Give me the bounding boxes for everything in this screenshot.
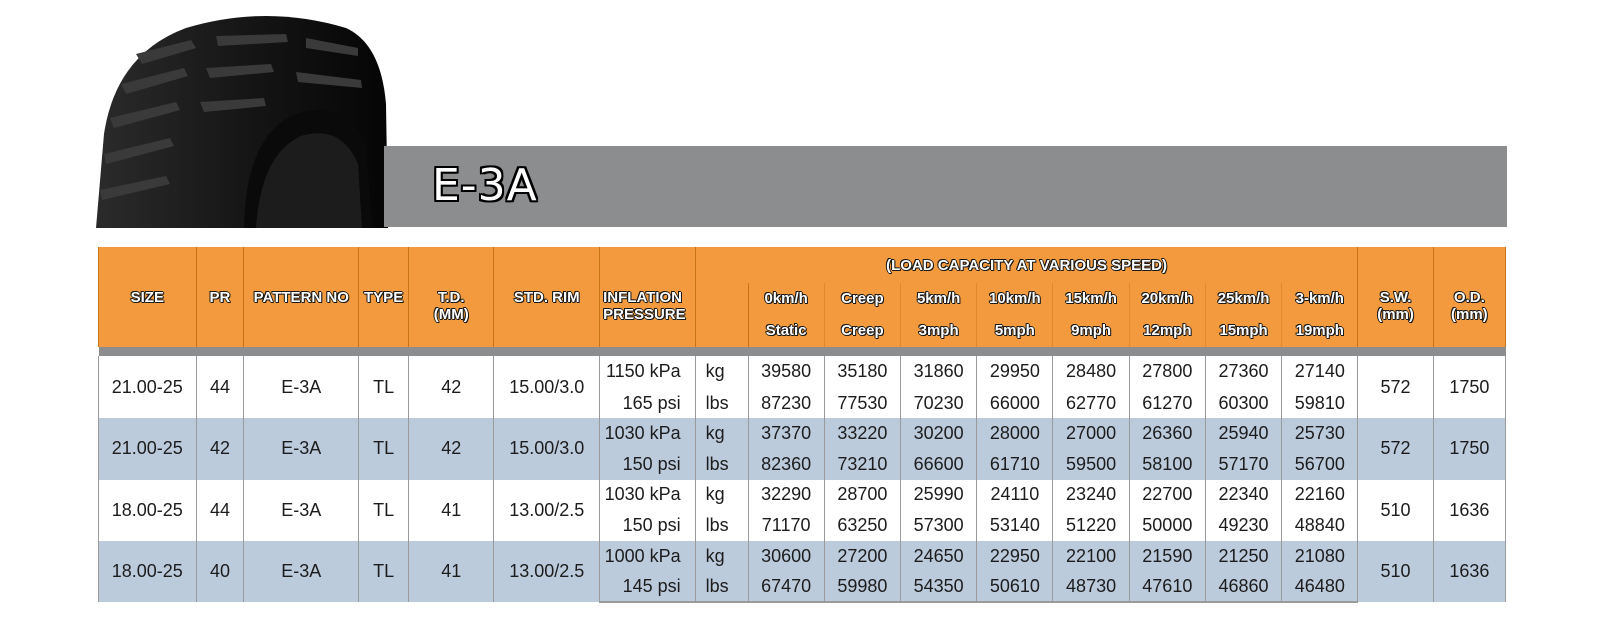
header-od xyxy=(1433,247,1505,347)
cell-pr: 42 xyxy=(196,418,244,479)
cell-load-lbs: 57300 xyxy=(901,510,977,541)
cell-rim: 13.00/2.5 xyxy=(494,480,600,541)
cell-load-kg: 21590 xyxy=(1129,541,1205,572)
cell-load-lbs: 50610 xyxy=(977,571,1053,602)
cell-load-kg: 30200 xyxy=(901,418,977,449)
cell-load-lbs: 59810 xyxy=(1282,388,1358,419)
cell-load-kg: 22160 xyxy=(1282,480,1358,511)
cell-load-lbs: 82360 xyxy=(748,449,824,480)
header-speed-bottom: 5mph xyxy=(977,313,1053,347)
cell-pattern: E-3A xyxy=(244,418,359,479)
cell-load-lbs: 58100 xyxy=(1129,449,1205,480)
header-speed-bottom: 12mph xyxy=(1129,313,1205,347)
cell-sw: 572 xyxy=(1358,418,1433,479)
cell-load-lbs: 59980 xyxy=(824,571,900,602)
cell-load-kg: 22340 xyxy=(1205,480,1281,511)
header-speed-bottom: 19mph xyxy=(1282,313,1358,347)
header-load-capacity: (LOAD CAPACITY AT VARIOUS SPEED) xyxy=(695,247,1358,283)
cell-load-kg: 28480 xyxy=(1053,356,1129,388)
header-td xyxy=(409,247,494,347)
cell-load-kg: 22100 xyxy=(1053,541,1129,572)
cell-kpa: 1150 kPa xyxy=(600,356,696,388)
header-pr: PR xyxy=(196,247,244,347)
cell-psi: 165 psi xyxy=(600,388,696,419)
cell-load-kg: 33220 xyxy=(824,418,900,449)
cell-load-lbs: 61270 xyxy=(1129,388,1205,419)
cell-load-kg: 23240 xyxy=(1053,480,1129,511)
cell-unit-kg: kg xyxy=(695,541,748,572)
cell-type: TL xyxy=(359,541,409,602)
cell-size: 18.00-25 xyxy=(99,541,197,602)
cell-rim: 15.00/3.0 xyxy=(494,356,600,418)
cell-pattern: E-3A xyxy=(244,541,359,602)
cell-load-kg: 31860 xyxy=(901,356,977,388)
header-speed-top: 15km/h xyxy=(1053,283,1129,313)
spec-table xyxy=(98,247,1506,603)
header-speed-bottom: Static xyxy=(748,313,824,347)
cell-load-lbs: 53140 xyxy=(977,510,1053,541)
cell-sw: 510 xyxy=(1358,480,1433,541)
cell-od: 1636 xyxy=(1433,541,1505,602)
cell-load-kg: 32290 xyxy=(748,480,824,511)
header-speed-bottom: 15mph xyxy=(1205,313,1281,347)
cell-load-kg: 28000 xyxy=(977,418,1053,449)
cell-load-lbs: 59500 xyxy=(1053,449,1129,480)
header-unit-spacer xyxy=(695,283,748,347)
tire-image xyxy=(96,14,396,228)
cell-unit-kg: kg xyxy=(695,480,748,511)
cell-load-lbs: 46860 xyxy=(1205,571,1281,602)
cell-load-kg: 39580 xyxy=(748,356,824,388)
cell-load-lbs: 73210 xyxy=(824,449,900,480)
cell-load-lbs: 49230 xyxy=(1205,510,1281,541)
header-pattern-no: PATTERN NO xyxy=(244,247,359,347)
cell-load-kg: 24650 xyxy=(901,541,977,572)
cell-load-kg: 28700 xyxy=(824,480,900,511)
cell-load-kg: 21080 xyxy=(1282,541,1358,572)
cell-load-kg: 35180 xyxy=(824,356,900,388)
cell-load-lbs: 61710 xyxy=(977,449,1053,480)
cell-load-lbs: 51220 xyxy=(1053,510,1129,541)
cell-od: 1636 xyxy=(1433,480,1505,541)
cell-load-kg: 25940 xyxy=(1205,418,1281,449)
header-inflation-line2: PRESSURE xyxy=(603,306,686,323)
header-speed-top: 3-km/h xyxy=(1282,283,1358,313)
cell-psi: 150 psi xyxy=(600,510,696,541)
title-banner xyxy=(384,146,1507,227)
cell-load-kg: 27140 xyxy=(1282,356,1358,388)
cell-load-lbs: 46480 xyxy=(1282,571,1358,602)
cell-load-kg: 21250 xyxy=(1205,541,1281,572)
header-speed-top: 0km/h xyxy=(748,283,824,313)
cell-unit-lbs: lbs xyxy=(695,571,748,602)
cell-unit-kg: kg xyxy=(695,418,748,449)
header-speed-top: 25km/h xyxy=(1205,283,1281,313)
header-speed-top: Creep xyxy=(824,283,900,313)
cell-load-lbs: 63250 xyxy=(824,510,900,541)
header-sw-line1: S.W. xyxy=(1379,289,1412,306)
cell-load-kg: 30600 xyxy=(748,541,824,572)
cell-pattern: E-3A xyxy=(244,480,359,541)
cell-type: TL xyxy=(359,480,409,541)
cell-size: 18.00-25 xyxy=(99,480,197,541)
cell-unit-lbs: lbs xyxy=(695,449,748,480)
cell-load-kg: 27000 xyxy=(1053,418,1129,449)
cell-load-lbs: 87230 xyxy=(748,388,824,419)
cell-od: 1750 xyxy=(1433,418,1505,479)
header-std-rim: STD. RIM xyxy=(494,247,600,347)
cell-load-lbs: 67470 xyxy=(748,571,824,602)
cell-load-kg: 25990 xyxy=(901,480,977,511)
header-divider xyxy=(99,347,1506,356)
cell-sw: 510 xyxy=(1358,541,1433,602)
cell-kpa: 1030 kPa xyxy=(600,418,696,449)
cell-td: 42 xyxy=(409,356,494,418)
header-td-line2: (MM) xyxy=(433,306,469,323)
header-type: TYPE xyxy=(359,247,409,347)
cell-pr: 44 xyxy=(196,356,244,418)
header-speed-top: 20km/h xyxy=(1129,283,1205,313)
cell-pr: 44 xyxy=(196,480,244,541)
cell-type: TL xyxy=(359,418,409,479)
cell-load-kg: 37370 xyxy=(748,418,824,449)
cell-load-lbs: 50000 xyxy=(1129,510,1205,541)
cell-size: 21.00-25 xyxy=(99,356,197,418)
cell-load-lbs: 62770 xyxy=(1053,388,1129,419)
cell-kpa: 1000 kPa xyxy=(600,541,696,572)
header-td-line1: T.D. xyxy=(437,289,465,306)
cell-load-lbs: 60300 xyxy=(1205,388,1281,419)
cell-load-lbs: 71170 xyxy=(748,510,824,541)
cell-kpa: 1030 kPa xyxy=(600,480,696,511)
cell-load-kg: 25730 xyxy=(1282,418,1358,449)
cell-od: 1750 xyxy=(1433,356,1505,418)
cell-load-kg: 22950 xyxy=(977,541,1053,572)
cell-size: 21.00-25 xyxy=(99,418,197,479)
cell-load-kg: 29950 xyxy=(977,356,1053,388)
cell-load-lbs: 77530 xyxy=(824,388,900,419)
cell-rim: 13.00/2.5 xyxy=(494,541,600,602)
cell-td: 42 xyxy=(409,418,494,479)
header-od-line2: (mm) xyxy=(1451,306,1488,323)
cell-load-kg: 26360 xyxy=(1129,418,1205,449)
cell-load-lbs: 47610 xyxy=(1129,571,1205,602)
header-size: SIZE xyxy=(99,247,197,347)
cell-load-kg: 24110 xyxy=(977,480,1053,511)
cell-unit-kg: kg xyxy=(695,356,748,388)
cell-load-lbs: 48730 xyxy=(1053,571,1129,602)
cell-load-lbs: 66600 xyxy=(901,449,977,480)
cell-pr: 40 xyxy=(196,541,244,602)
cell-load-kg: 27200 xyxy=(824,541,900,572)
cell-psi: 145 psi xyxy=(600,571,696,602)
cell-load-kg: 27800 xyxy=(1129,356,1205,388)
header-sw xyxy=(1358,247,1433,347)
cell-pattern: E-3A xyxy=(244,356,359,418)
cell-load-lbs: 66000 xyxy=(977,388,1053,419)
cell-load-lbs: 56700 xyxy=(1282,449,1358,480)
cell-unit-lbs: lbs xyxy=(695,388,748,419)
cell-td: 41 xyxy=(409,541,494,602)
header-speed-top: 5km/h xyxy=(901,283,977,313)
cell-load-lbs: 54350 xyxy=(901,571,977,602)
cell-sw: 572 xyxy=(1358,356,1433,418)
header-speed-bottom: 9mph xyxy=(1053,313,1129,347)
cell-load-lbs: 70230 xyxy=(901,388,977,419)
header-speed-bottom: 3mph xyxy=(901,313,977,347)
cell-load-kg: 22700 xyxy=(1129,480,1205,511)
product-title: E-3A xyxy=(432,160,538,211)
cell-load-lbs: 57170 xyxy=(1205,449,1281,480)
header-od-line1: O.D. xyxy=(1453,289,1485,306)
cell-load-lbs: 48840 xyxy=(1282,510,1358,541)
header-speed-top: 10km/h xyxy=(977,283,1053,313)
header-inflation-pressure xyxy=(600,247,696,347)
cell-unit-lbs: lbs xyxy=(695,510,748,541)
header-inflation-line1: INFLATION xyxy=(603,289,682,306)
cell-td: 41 xyxy=(409,480,494,541)
cell-type: TL xyxy=(359,356,409,418)
header-sw-line2: (mm) xyxy=(1377,306,1414,323)
cell-psi: 150 psi xyxy=(600,449,696,480)
header-speed-bottom: Creep xyxy=(824,313,900,347)
cell-rim: 15.00/3.0 xyxy=(494,418,600,479)
cell-load-kg: 27360 xyxy=(1205,356,1281,388)
